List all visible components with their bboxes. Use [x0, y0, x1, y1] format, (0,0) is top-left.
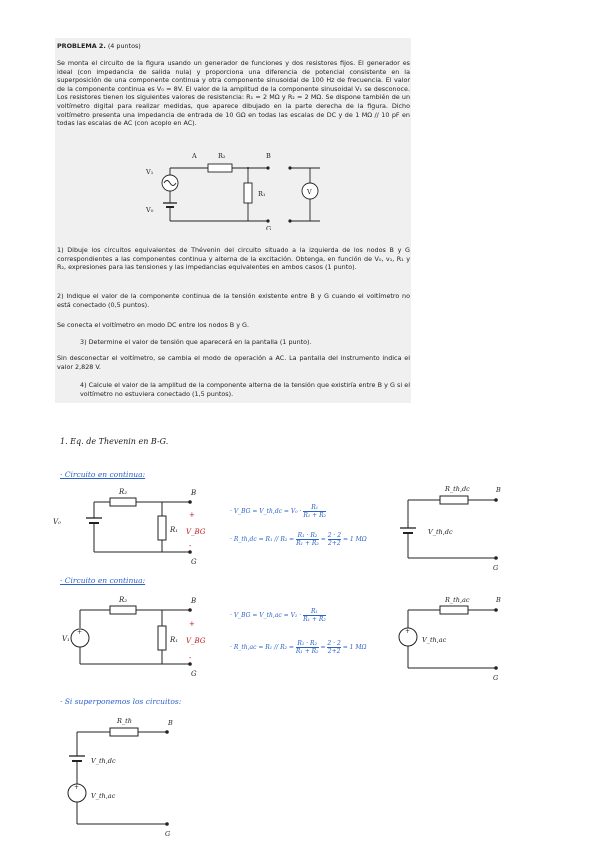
ac-eq2-equals: =: [320, 644, 326, 651]
dc-eq1-lhs: · V_BG = V_th,dc = V₀ ·: [230, 508, 302, 515]
ac-g-label: G: [191, 670, 197, 678]
dc-eq2-equals: =: [320, 536, 326, 543]
question-2: 2) Indique el valor de la componente continua de la tensión existente entre B y G cuando el voltímetro no está conectado (0,5 puntos).: [57, 292, 410, 309]
problem-paragraph-1: Se monta el circuito de la figura usando un generador de funciones y dos resistores fijos. El generador es ideal (con impedancia de salida nula) y proporciona una diferencia de potencial consistente en la superposición de una componente continua y otra componente sinusoidal de 100 Hz de frecuencia. El valor de la componente continua es V₀ = 8V. El valor de la amplitud de la componente sinusoidal V₁ se desconoce. Los resistores tienen los siguientes valores de resistencia: R₁ = 2 MΩ y R₂ = 2 MΩ. Se dispone también de un voltímetro digital para realizar medidas, que aparece dibujado en la parte derecha de la figura. Dicho voltímetro presenta una impedancia de entrada de 10 GΩ en todas las escalas de DC y de 1 MΩ // 10 pF en todas las escalas de AC (con acoplo en AC).: [57, 59, 410, 128]
dc-eq2-num: R₁ · R₂: [297, 532, 318, 539]
ac-eq2-den2: 2+2: [327, 648, 341, 655]
node-g-label: G: [266, 225, 272, 230]
super-g-label: G: [165, 830, 171, 838]
dc-thevenin-drawing: [390, 478, 510, 573]
ac-eq2-num2: 2 · 2: [327, 640, 341, 647]
dc-eq-resistance: [230, 532, 367, 547]
ac-th-resistor: [440, 606, 468, 614]
node-b-label: B: [266, 152, 271, 160]
problem-circuit-figure: [140, 150, 340, 230]
v1-label: V₁: [146, 168, 154, 176]
voltmeter-label: V: [307, 188, 312, 196]
superposition-title: · Si superponemos los circuitos:: [60, 697, 182, 706]
paragraph-3: Sin desconectar el voltímetro, se cambia el modo de operación a AC. La pantalla del instrumento indica el valor 2,828 V.: [57, 354, 410, 371]
r2-resistor: [208, 164, 232, 172]
r1-resistor: [244, 183, 252, 203]
ac-r2-resistor: [110, 606, 136, 614]
dc-th-b-label: B: [496, 486, 501, 494]
ac-vbg-label: V_BG: [186, 637, 206, 645]
v0-label: V₀: [146, 206, 154, 214]
node-a-label: A: [192, 152, 197, 160]
dc-eq1-den: R₁ + R₂: [303, 512, 327, 519]
dc-circuit-drawing: [50, 482, 220, 567]
svg-text:+: +: [405, 628, 411, 635]
ac-eq2-den: R₁ + R₂: [295, 648, 319, 655]
ac-r2-label: R₂: [119, 596, 128, 604]
question-4: 4) Calcule el valor de la amplitud de la componente alterna de la tensión que existiría entre B y G si el voltímetro no estuviera conectado (1,5 puntos).: [80, 381, 410, 398]
super-b-label: B: [168, 719, 173, 727]
ac-circuit-drawing: [50, 590, 220, 680]
ac-eq1-num: R₁: [303, 608, 326, 616]
dc-r2-resistor: [110, 498, 136, 506]
super-vdc-label: V_th,dc: [91, 757, 116, 765]
superposition-drawing: [55, 712, 195, 842]
dc-eq2-den: R₁ + R₂: [296, 540, 319, 547]
dc-r1-label: R₁: [170, 526, 179, 534]
dc-eq-voltage: [230, 504, 326, 519]
problem-points: (4 puntos): [107, 42, 141, 50]
ac-eq2-num: R₁ · R₂: [297, 640, 317, 647]
super-r-label: R_th: [117, 717, 132, 725]
dc-minus-sign: -: [189, 542, 192, 550]
ac-th-r-label: R_th,ac: [445, 596, 470, 604]
dc-eq2-lhs: · R_th,dc = R₁ // R₂ =: [230, 536, 295, 543]
svg-text:+: +: [77, 629, 83, 636]
r1-label: R₁: [258, 190, 266, 198]
ac-th-g-label: G: [493, 674, 499, 682]
svg-text:+: +: [74, 784, 80, 791]
dc-b-label: B: [191, 489, 197, 497]
question-3: 3) Determine el valor de tensión que aparecerá en la pantalla (1 punto).: [80, 338, 312, 346]
ac-b-label: B: [191, 597, 197, 605]
dc-vbg-label: V_BG: [186, 528, 206, 536]
ac-circuit-title: · Circuito en continua:: [60, 576, 146, 585]
ac-minus-sign: -: [189, 654, 192, 662]
dc-v0-label: V₀: [53, 518, 61, 526]
problem-number: PROBLEMA 2.: [57, 42, 106, 50]
question-1: 1) Dibuje los circuitos equivalentes de Thévenin del circuito situado a la izquierda de los nodos B y G correspondientes a las componentes continua y alterna de la excitación. Obtenga, en función de V₀, v₁, R₁ y R₂, expresiones para las tensiones y las impedancias equivalentes en ambos casos (1 punto).: [57, 246, 410, 272]
super-vac-label: V_th,ac: [91, 792, 116, 800]
ac-eq2-lhs: · R_th,ac = R₁ // R₂ =: [230, 644, 294, 651]
dc-th-g-label: G: [493, 564, 499, 572]
dc-eq2-den2: 2+2: [328, 540, 341, 547]
ac-th-v-label: V_th,ac: [422, 636, 447, 644]
dc-r1-resistor: [158, 516, 166, 540]
ac-eq1-lhs: · V_BG = V_th,ac = V₁ ·: [230, 612, 302, 619]
dc-g-label: G: [191, 558, 197, 566]
ac-thevenin-drawing: [390, 590, 510, 685]
ac-eq2-result: = 1 MΩ: [342, 644, 367, 651]
dc-th-r-label: R_th,dc: [445, 485, 470, 493]
problem-title: [57, 42, 407, 51]
ac-eq1-den: R₁ + R₂: [303, 616, 326, 623]
super-resistor: [110, 728, 138, 736]
solution-heading: 1. Eq. de Thevenin en B-G.: [60, 437, 169, 446]
dc-eq1-num: R₁: [303, 504, 326, 512]
dc-plus-sign: +: [189, 511, 195, 519]
dc-eq2-num2: 2 · 2: [327, 532, 342, 539]
dc-th-resistor: [440, 496, 468, 504]
ac-eq-resistance: [230, 640, 366, 655]
ac-plus-sign: +: [189, 620, 195, 628]
ac-th-b-label: B: [496, 596, 501, 604]
dc-eq2-result: = 1 MΩ: [342, 536, 367, 543]
ac-eq-voltage: [230, 608, 326, 623]
dc-r2-label: R₂: [119, 488, 128, 496]
ac-r1-resistor: [158, 626, 166, 650]
paragraph-2: Se conecta el voltímetro en modo DC entre los nodos B y G.: [57, 321, 250, 329]
dc-circuit-title: · Circuito en continua:: [60, 470, 146, 479]
r2-label: R₂: [218, 152, 226, 160]
ac-r1-label: R₁: [170, 636, 179, 644]
dc-th-v-label: V_th,dc: [428, 528, 453, 536]
ac-v1-label: V₁: [62, 635, 70, 643]
